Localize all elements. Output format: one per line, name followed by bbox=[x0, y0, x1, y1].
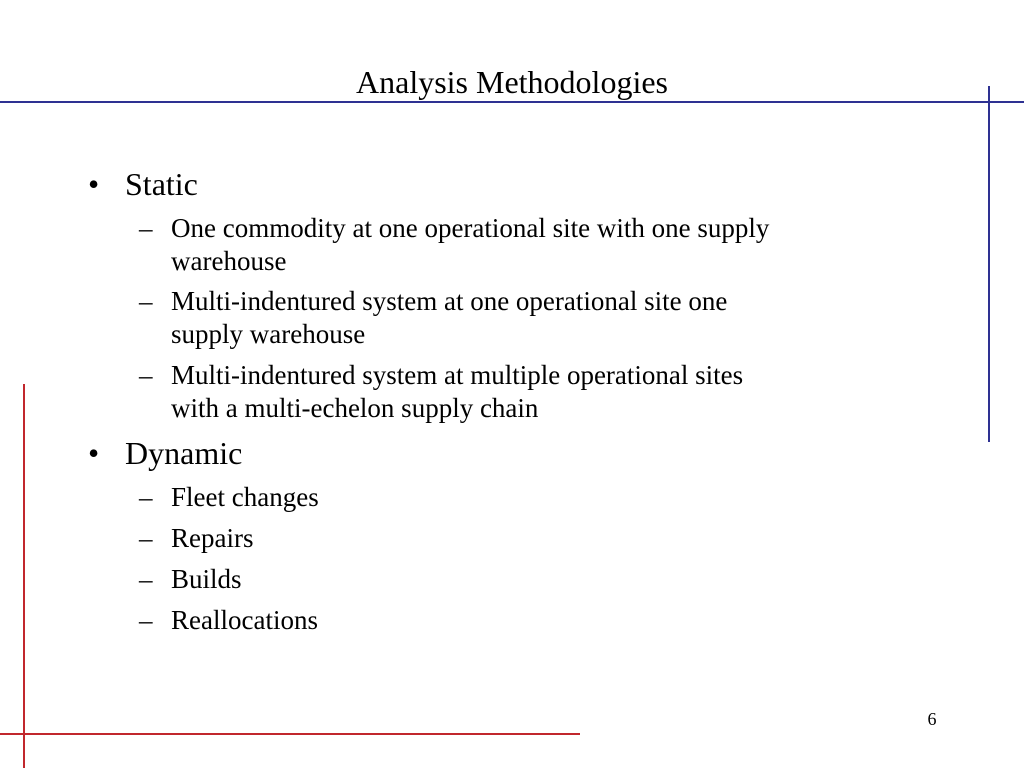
sub-bullet-dash: – bbox=[139, 564, 153, 594]
sub-bullet-dash: – bbox=[139, 482, 153, 512]
bullet-dot: • bbox=[88, 166, 100, 202]
sub-bullet-dash: – bbox=[139, 523, 153, 553]
bullet-text: Dynamic bbox=[125, 435, 243, 471]
sub-bullet-text: Fleet changes bbox=[171, 482, 319, 512]
page-number: 6 bbox=[927, 709, 937, 729]
sub-bullet-text: Repairs bbox=[171, 523, 254, 553]
sub-bullet-text: Multi-indentured system at multiple operational sites with a multi-echelon supply chain bbox=[171, 360, 744, 423]
sub-bullet-dash: – bbox=[139, 360, 153, 390]
sub-bullet-text: Multi-indentured system at one operational site one supply warehouse bbox=[171, 286, 728, 349]
sub-bullet-dash: – bbox=[139, 213, 153, 243]
sub-bullet-text: Builds bbox=[171, 564, 242, 594]
sub-bullet-text: Reallocations bbox=[171, 605, 318, 635]
sub-bullet-dash: – bbox=[139, 286, 153, 316]
sub-bullet-dash: – bbox=[139, 605, 153, 635]
slide-title: Analysis Methodologies bbox=[356, 64, 668, 100]
bullet-dot: • bbox=[88, 435, 100, 471]
bullet-text: Static bbox=[125, 166, 198, 202]
sub-bullet-text: One commodity at one operational site with one supply warehouse bbox=[171, 213, 770, 276]
